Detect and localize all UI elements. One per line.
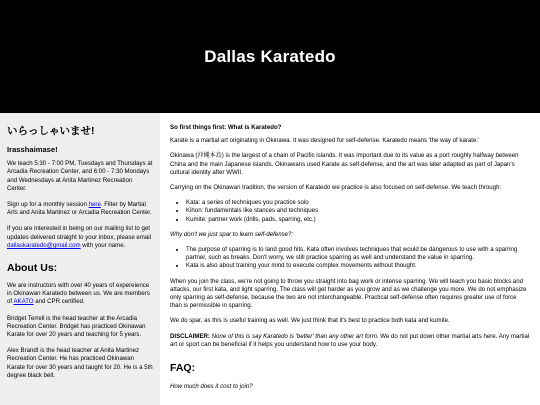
akato-link[interactable]: AKATO bbox=[13, 298, 34, 306]
about-paragraph-2: Bridget Terrell is the head teacher at the Arcadia Recreation Center. Bridget has practiced Okinawan Karate for over 20 years and teaching for 5 years. bbox=[7, 314, 146, 339]
karate-intro: Karate is a martial art originating in Okinawa. It was designed for self-defense. Karatedo means 'the way of karate.' bbox=[170, 137, 480, 145]
about-paragraph-1 bbox=[7, 282, 153, 307]
list-item: • Kumite: partner work (drills, pads, sparring, etc.) bbox=[186, 216, 530, 224]
mailing-text bbox=[7, 225, 153, 250]
about-p1-prefix: We are instructors with over 40 years of expereience in Okinawan Karatedo between us. We are members of bbox=[7, 282, 150, 306]
main-content bbox=[160, 113, 540, 405]
faq-heading: FAQ: bbox=[170, 362, 196, 375]
spar-list bbox=[170, 246, 530, 271]
about-p1-suffix: and CPR certified. bbox=[33, 298, 85, 306]
mailing-suffix: with your name. bbox=[80, 241, 126, 249]
first-heading: So first things first: What is Karatedo? bbox=[170, 124, 282, 131]
signup-suffix: . Filter by Martial Arts and Anita Martinez or Arcadia Recreation Center. bbox=[7, 201, 152, 217]
signup-prefix: Sign up for a monthly session bbox=[7, 201, 89, 209]
faq-question-text: How much does it cost to join? bbox=[170, 383, 253, 391]
spar-question bbox=[170, 231, 530, 239]
sidebar bbox=[0, 113, 160, 405]
disclaimer-italic: None of this is say Karatedo is 'better' than any other art form. bbox=[209, 332, 379, 340]
about-heading: About Us: bbox=[7, 262, 58, 275]
about-paragraph-3: Alex Brandt is the head teacher at Anita Martinez Recreation Center. He has practiced Okinawan Karate for over 30 years and taught for 20. He is a 5th degree black belt. bbox=[7, 347, 153, 379]
faq-question bbox=[170, 383, 530, 391]
signup-text bbox=[7, 201, 153, 217]
disclaimer-label: DISCLAIMER: bbox=[170, 332, 210, 340]
disclaimer-rest: We do not put down other martial arts here. Any martial art or sport can be beneficial if it helps you understand how to use your body. bbox=[170, 332, 530, 348]
spar-paragraph: We do spar, as this is useful training as well. We just think that it's best to practice both kata and kumite. bbox=[170, 317, 450, 325]
okinawa-paragraph: Okinawa (沖縄本島) is the largest of a chain of Pacific islands. It was important due to its value as a port roughly halfway between China and the main Japanese islands. Okinawans used Karate as self-defense, and the art was later adapted as part of Japan's cultural identity after WWII. bbox=[170, 152, 519, 176]
greeting-subheading: Irasshaimase! bbox=[7, 145, 58, 154]
mailing-prefix: If you are interested in being on our mailing list to get updates delivered straight to your inbox, please email bbox=[7, 225, 151, 241]
email-link[interactable]: dallaskaratedo@gmail.com bbox=[7, 241, 81, 249]
signup-link[interactable]: here bbox=[88, 201, 101, 209]
list-item: • Kata is also about training your mind to execute complex movements without thought. bbox=[186, 262, 530, 270]
training-list bbox=[170, 199, 530, 224]
schedule-text: We teach 5:30 - 7:00 PM, Tuesdays and Thursdays at Arcadia Recreation Center, and 6:00 - 7:30 Mondays and Wednesdays at Anita Martinez Recreation Center. bbox=[7, 160, 153, 192]
site-title: Dallas Karatedo bbox=[204, 46, 336, 66]
list-item: • Kata: a series of techniques you practice solo bbox=[186, 199, 530, 207]
tradition-paragraph: Carrying on the Okinawan tradition, the version of Karatedo we practice is also focused on self-defense. We teach through: bbox=[170, 184, 502, 192]
spar-question-text: Why don't we just spar to learn self-defense?: bbox=[170, 230, 294, 238]
list-item: • The purpose of sparring is to land good hits. Kata often involves techniques that would be dangerous to use with a sparring partner, such as breaks. Don't worry, we still practice sparring as well and understand the value in sparring. bbox=[186, 246, 530, 262]
class-paragraph: When you join the class, we're not going to throw you straight into bag work or intense sparring. We will teach you basic blocks and attacks, our first kata, and light sparring. The class will get harder as you grow and as we challenge you more. We do not emphasize only sparring as self-defense, because the two are not interchangeable. Practical self-defense often requires greater use of force than is permissible in sparring. bbox=[170, 277, 527, 310]
disclaimer bbox=[170, 333, 530, 349]
greeting-heading: いらっしゃいませ! bbox=[7, 125, 95, 137]
list-item: • Kihon: fundamentals like stances and techniques bbox=[186, 207, 530, 215]
site-header bbox=[0, 0, 540, 113]
